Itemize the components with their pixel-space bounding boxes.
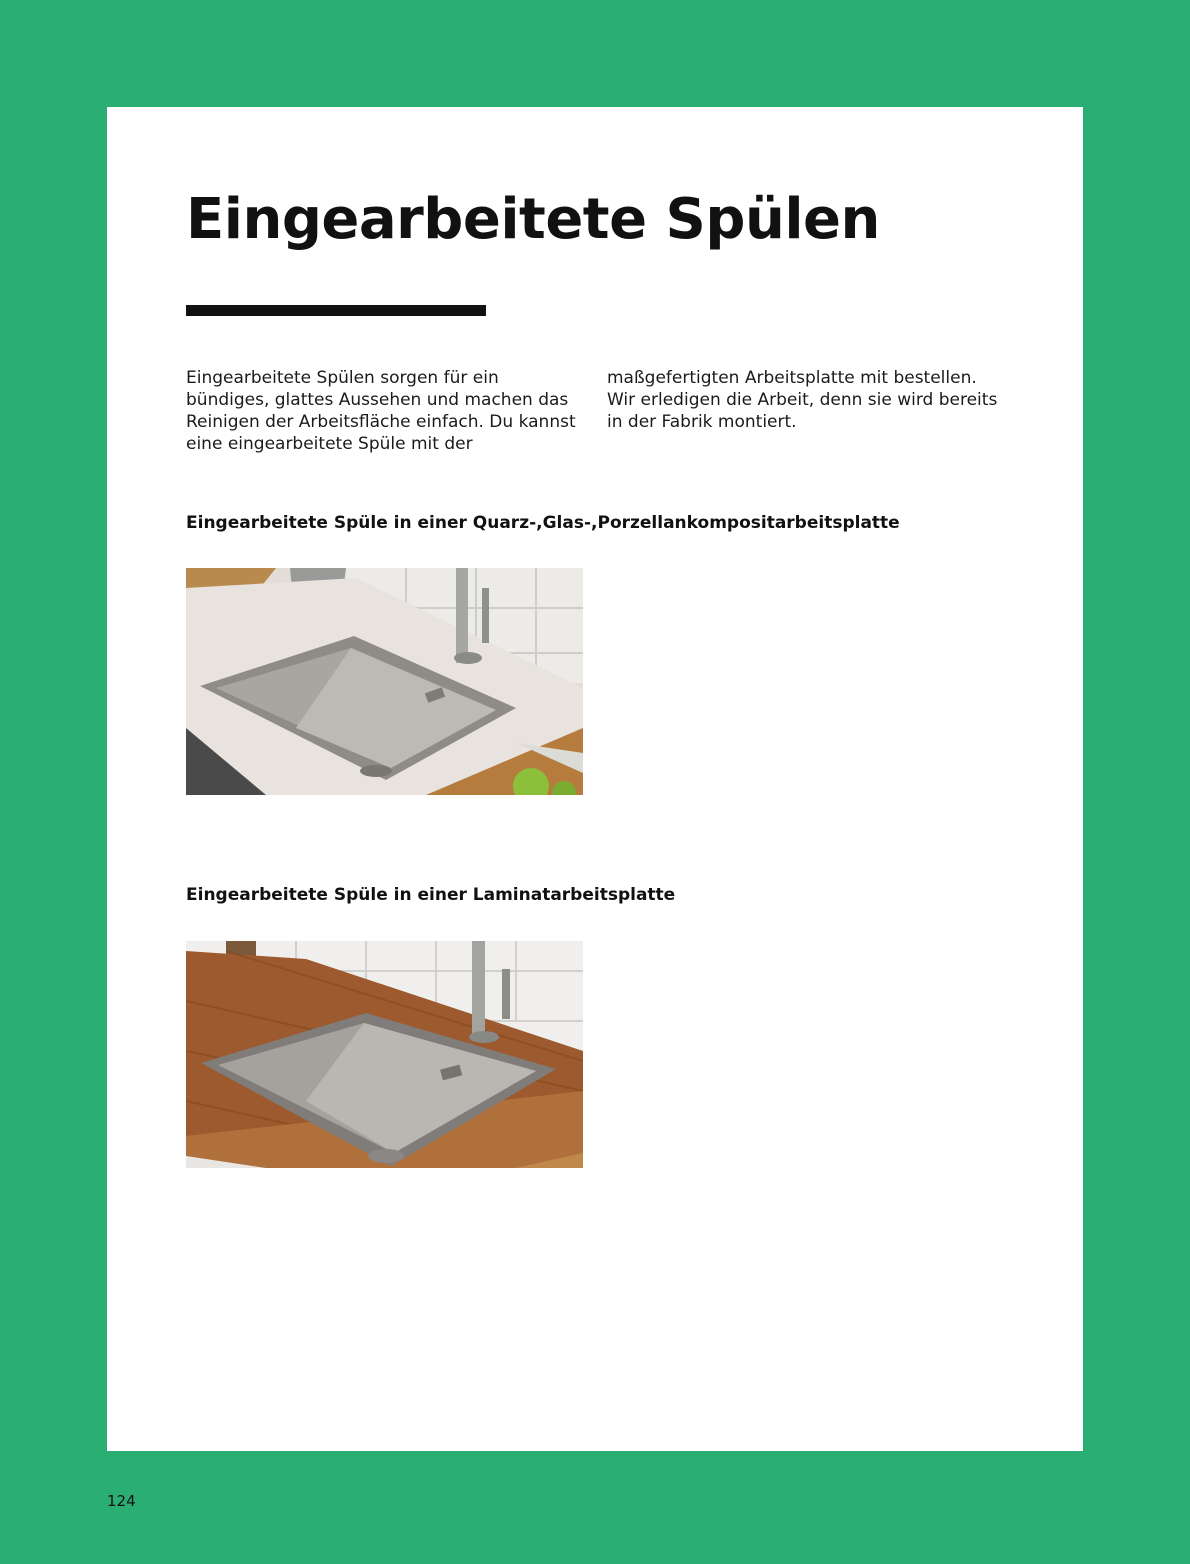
section-heading-quartz: Eingearbeitete Spüle in einer Quarz-,Glas-,Porzellankompositarbeitsplatte xyxy=(186,513,900,533)
section-heading-laminate: Eingearbeitete Spüle in einer Laminatarbeitsplatte xyxy=(186,885,676,905)
sink-quartz-photo xyxy=(186,568,583,795)
intro-text xyxy=(186,367,1006,455)
sink-laminate-photo xyxy=(186,941,583,1168)
sink-laminate-image xyxy=(186,941,583,1168)
page-title: Eingearbeitete Spülen xyxy=(186,187,880,252)
content-card xyxy=(107,107,1083,1451)
intro-paragraph: Eingearbeitete Spülen sorgen für ein bündiges, glattes Aussehen und machen das Reinigen der Arbeitsfläche einfach. Du kannst eine eingearbeitete Spüle mit der maßgefertigten Arbeitsplatte mit bestellen. Wir erledigen die Arbeit, denn sie wird bereits in der Fabrik montiert. xyxy=(186,368,998,454)
title-underline xyxy=(186,305,486,316)
sink-quartz-image xyxy=(186,568,583,795)
page-number: 124 xyxy=(107,1492,136,1510)
